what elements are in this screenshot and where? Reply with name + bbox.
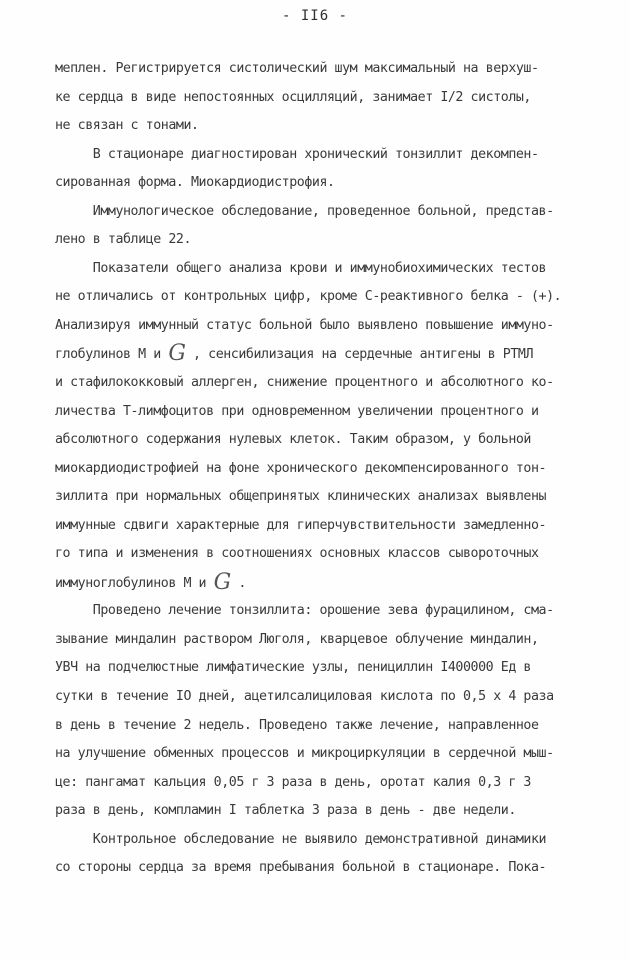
text-line: УВЧ на подчелюстные лимфатические узлы, пенициллин I400000 Ед в [55, 660, 531, 676]
text-line [55, 569, 615, 598]
text-segment: глобулинов М и [55, 347, 169, 363]
handwritten-letter: G [168, 341, 186, 367]
text-line: со стороны сердца за время пребывания больной в стационаре. Пока- [55, 860, 547, 876]
text-line: В стационаре диагностирован хронический тонзиллит декомпен- [55, 146, 539, 162]
text-line: не отличались от контрольных цифр, кроме С-реактивного белка - (+). [55, 289, 562, 305]
text-line: меплен. Регистрируется систолический шум максимальный на верхуш- [55, 61, 539, 76]
text-line: го типа и изменения в соотношениях основных классов сывороточных [55, 546, 539, 562]
handwritten-letter: G [213, 569, 231, 595]
text-line: миокардиодистрофией на фоне хронического декомпенсированного тон- [55, 460, 547, 476]
page-number: - II6 - [281, 8, 348, 24]
text-segment: . [230, 575, 246, 591]
text-line: абсолютного содержания нулевых клеток. Таким образом, у больной [55, 432, 531, 448]
text-line: и стафилококковый аллерген, снижение процентного и абсолютного ко- [55, 375, 554, 391]
text-line: Анализируя иммунный статус больной было выявлено повышение иммуно- [55, 317, 554, 333]
text-line: на улучшение обменных процессов и микроциркуляции в сердечной мыш- [55, 746, 554, 762]
text-line: Иммунологическое обследование, проведенное больной, представ- [55, 203, 554, 219]
text-line: не связан с тонами. [55, 118, 199, 134]
text-line: Проведено лечение тонзиллита: орошение зева фурацилином, сма- [55, 603, 554, 619]
text-line: сированная форма. Миокардиодистрофия. [55, 175, 335, 191]
text-line: лено в таблице 22. [55, 232, 191, 248]
text-line: ке сердца в виде непостоянных осцилляций, занимает I/2 систолы, [55, 89, 531, 105]
text-line: зывание миндалин раствором Люголя, кварцевое облучение миндалин, [55, 631, 539, 647]
text-line: личества Т-лимфоцитов при одновременном увеличении процентного и [55, 403, 539, 419]
text-line: це: пангамат кальция 0,05 г 3 раза в день, оротат калия 0,3 г 3 [55, 774, 531, 790]
text-segment: иммуноглобулинов М и [55, 575, 214, 591]
text-line: Контрольное обследование не выявило демонстративной динамики [55, 831, 547, 847]
text-line [55, 340, 615, 369]
text-line: раза в день, компламин I таблетка 3 раза в день - две недели. [55, 803, 516, 819]
text-line: сутки в течение IO дней, ацетилсалициловая кислота по 0,5 х 4 раза [55, 689, 554, 705]
text-line: зиллита при нормальных общепринятых клинических анализах выявлены [55, 489, 547, 505]
text-line: иммунные сдвиги характерные для гиперчувствительности замедленно- [55, 517, 547, 533]
text-line: в день в течение 2 недель. Проведено также лечение, направленное [55, 717, 539, 733]
text-line: Показатели общего анализа крови и иммунобиохимических тестов [55, 260, 547, 276]
text-segment: , сенсибилизация на сердечные антигены в РТМЛ [185, 347, 534, 363]
body-text [55, 55, 615, 883]
